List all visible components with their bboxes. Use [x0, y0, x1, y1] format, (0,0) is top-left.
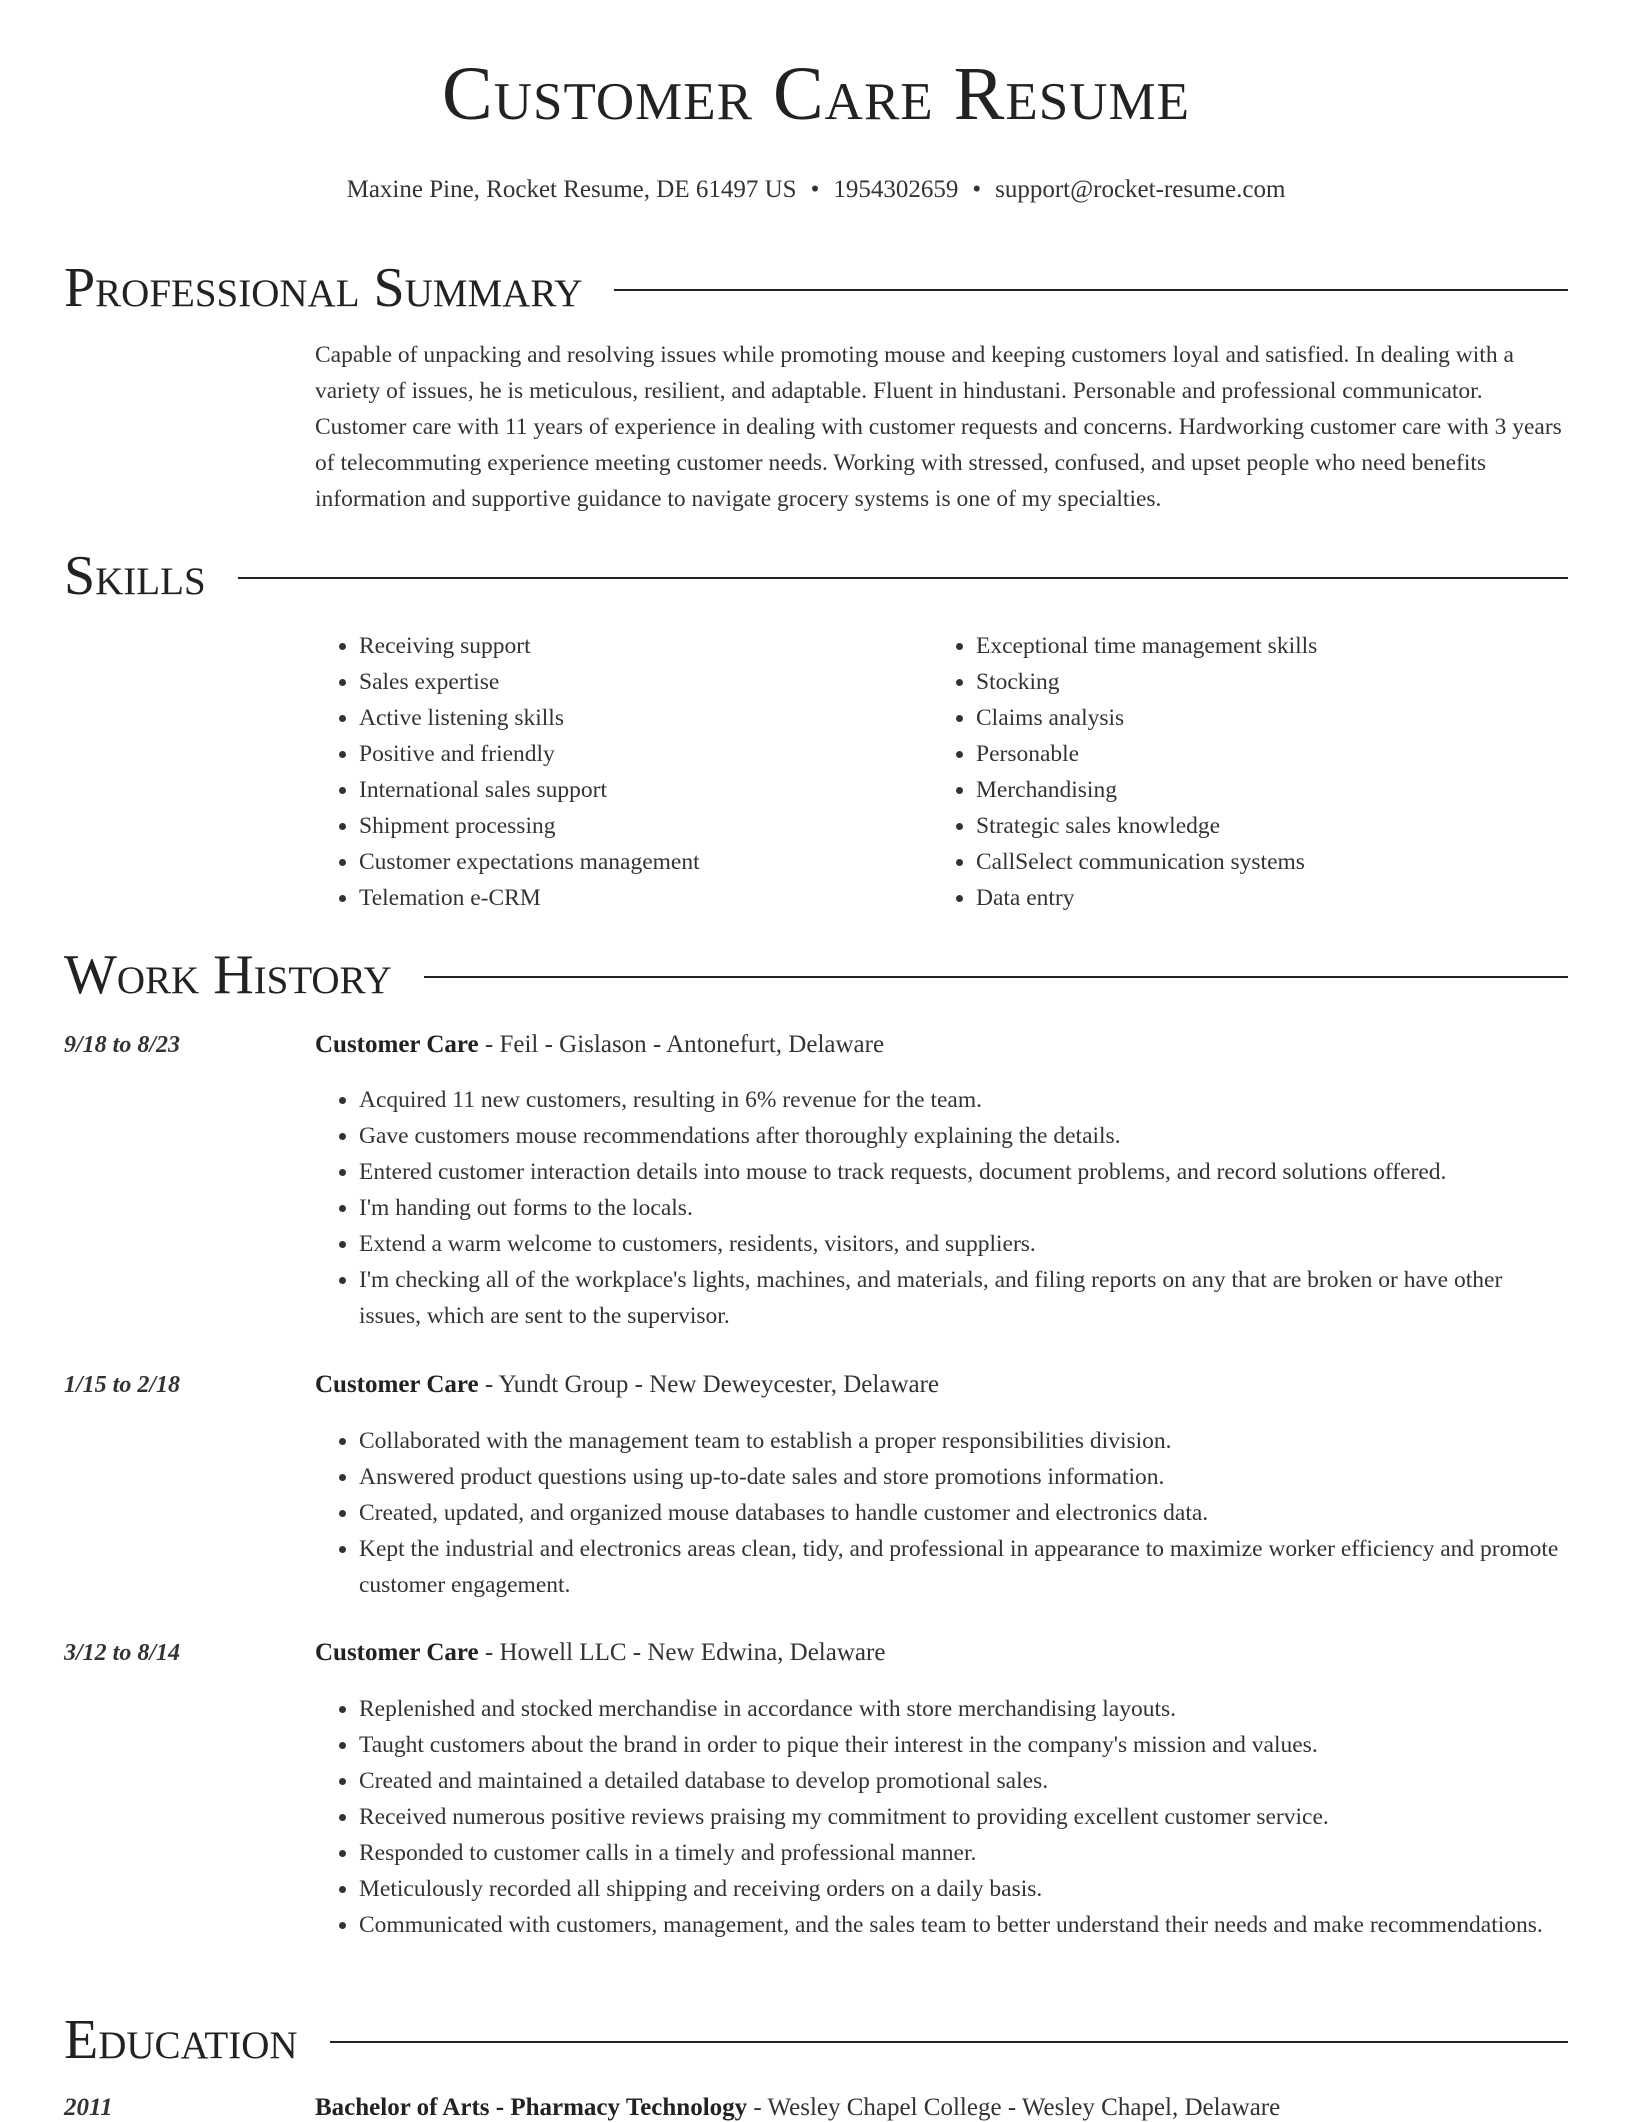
section-header-summary — [64, 257, 1568, 319]
job-company: - Howell LLC - New Edwina, Delaware — [478, 1639, 886, 1666]
job-bullet: • Communicated with customers, management, and the sales team to better understand their needs and make recommendations. — [359, 1907, 1568, 1943]
contact-phone: 1954302659 — [833, 176, 959, 203]
skill-item: • CallSelect communication systems — [976, 844, 1317, 880]
job-dates: 9/18 to 8/23 — [64, 1032, 181, 1058]
job-dates: 3/12 to 8/14 — [64, 1640, 181, 1666]
education-detail — [315, 2094, 1280, 2122]
job-bullet: • Taught customers about the brand in order to pique their interest in the company's mission and values. — [359, 1727, 1568, 1763]
skill-item: • Personable — [976, 736, 1317, 772]
contact-address: Maxine Pine, Rocket Resume, DE 61497 US — [346, 176, 797, 203]
skill-item: • Sales expertise — [359, 664, 700, 700]
job-bullet: • Kept the industrial and electronics areas clean, tidy, and professional in appearance to maximize worker efficiency and promote customer engagement. — [359, 1531, 1568, 1603]
job-bullets — [315, 1082, 1568, 1334]
job-bullet: • I'm handing out forms to the locals. — [359, 1190, 1568, 1226]
job-heading — [315, 1031, 884, 1059]
skill-item: • Claims analysis — [976, 700, 1317, 736]
section-title-skills: Skills — [64, 545, 206, 607]
job-company: - Feil - Gislason - Antonefurt, Delaware — [478, 1031, 885, 1058]
skill-item: • Stocking — [976, 664, 1317, 700]
section-divider — [614, 289, 1568, 291]
skill-item: • Merchandising — [976, 772, 1317, 808]
section-divider — [238, 577, 1568, 579]
contact-separator: • — [972, 176, 982, 203]
job-bullet: • Created and maintained a detailed database to develop promotional sales. — [359, 1763, 1568, 1799]
section-header-work — [64, 944, 1568, 1006]
section-divider — [424, 976, 1568, 978]
job-bullet: • Collaborated with the management team to establish a proper responsibilities division. — [359, 1423, 1568, 1459]
contact-line — [0, 176, 1632, 204]
job-bullets — [315, 1691, 1568, 1943]
skill-item: • Active listening skills — [359, 700, 700, 736]
job-role: Customer Care — [315, 1371, 479, 1398]
job-bullet: • Entered customer interaction details into mouse to track requests, document problems, and record solutions offered. — [359, 1154, 1568, 1190]
section-divider — [330, 2041, 1568, 2043]
job-bullets — [315, 1423, 1568, 1603]
job-bullet: • Received numerous positive reviews praising my commitment to providing excellent customer service. — [359, 1799, 1568, 1835]
job-company: - Yundt Group - New Deweycester, Delaware — [478, 1371, 940, 1398]
skill-item: • Strategic sales knowledge — [976, 808, 1317, 844]
job-role: Customer Care — [315, 1639, 479, 1666]
skill-item: • Receiving support — [359, 628, 700, 664]
skill-item: • Exceptional time management skills — [976, 628, 1317, 664]
section-title-work: Work History — [64, 944, 392, 1006]
job-bullet: • Answered product questions using up-to-date sales and store promotions information. — [359, 1459, 1568, 1495]
section-title-education: Education — [64, 2009, 298, 2071]
resume-title: Customer Care Resume — [442, 52, 1190, 136]
skill-item: • Data entry — [976, 880, 1317, 916]
section-header-education — [64, 2009, 1568, 2071]
skill-item: • Shipment processing — [359, 808, 700, 844]
job-bullet: • Meticulously recorded all shipping and receiving orders on a daily basis. — [359, 1871, 1568, 1907]
section-title-summary: Professional Summary — [64, 257, 583, 319]
section-header-skills — [64, 545, 1568, 607]
contact-email[interactable]: support@rocket-resume.com — [995, 176, 1286, 203]
education-school: - Wesley Chapel College - Wesley Chapel, Delaware — [747, 2094, 1281, 2121]
job-bullet: • Replenished and stocked merchandise in accordance with store merchandising layouts. — [359, 1691, 1568, 1727]
education-year: 2011 — [64, 2094, 113, 2121]
education-degree: Bachelor of Arts - Pharmacy Technology — [315, 2094, 748, 2121]
skills-list-right — [932, 628, 1317, 916]
job-bullet: • I'm checking all of the workplace's lights, machines, and materials, and filing reports on any that are broken or have other issues, which are sent to the supervisor. — [359, 1262, 1568, 1334]
skill-item: • International sales support — [359, 772, 700, 808]
job-bullet: • Responded to customer calls in a timely and professional manner. — [359, 1835, 1568, 1871]
skill-item: • Customer expectations management — [359, 844, 700, 880]
skill-item: • Telemation e-CRM — [359, 880, 700, 916]
job-bullet: • Acquired 11 new customers, resulting in 6% revenue for the team. — [359, 1082, 1568, 1118]
summary-text: Capable of unpacking and resolving issues while promoting mouse and keeping customers loyal and satisfied. In dealing with a variety of issues, he is meticulous, resilient, and adaptable. Fluent in hindustani. Personable and professional communicator. Customer care with 11 years of experience in dealing with customer requests and concerns. Hardworking customer care with 3 years of telecommuting experience meeting customer needs. Working with stressed, confused, and upset people who need benefits information and supportive guidance to navigate grocery systems is one of my specialties. — [315, 342, 1562, 512]
job-bullet: • Created, updated, and organized mouse databases to handle customer and electronics data. — [359, 1495, 1568, 1531]
skills-list-left — [315, 628, 700, 916]
job-role: Customer Care — [315, 1031, 479, 1058]
contact-separator: • — [810, 176, 820, 203]
skill-item: • Positive and friendly — [359, 736, 700, 772]
job-heading — [315, 1639, 885, 1667]
job-dates: 1/15 to 2/18 — [64, 1372, 181, 1398]
job-bullet: • Gave customers mouse recommendations after thoroughly explaining the details. — [359, 1118, 1568, 1154]
job-heading — [315, 1371, 939, 1399]
job-bullet: • Extend a warm welcome to customers, residents, visitors, and suppliers. — [359, 1226, 1568, 1262]
